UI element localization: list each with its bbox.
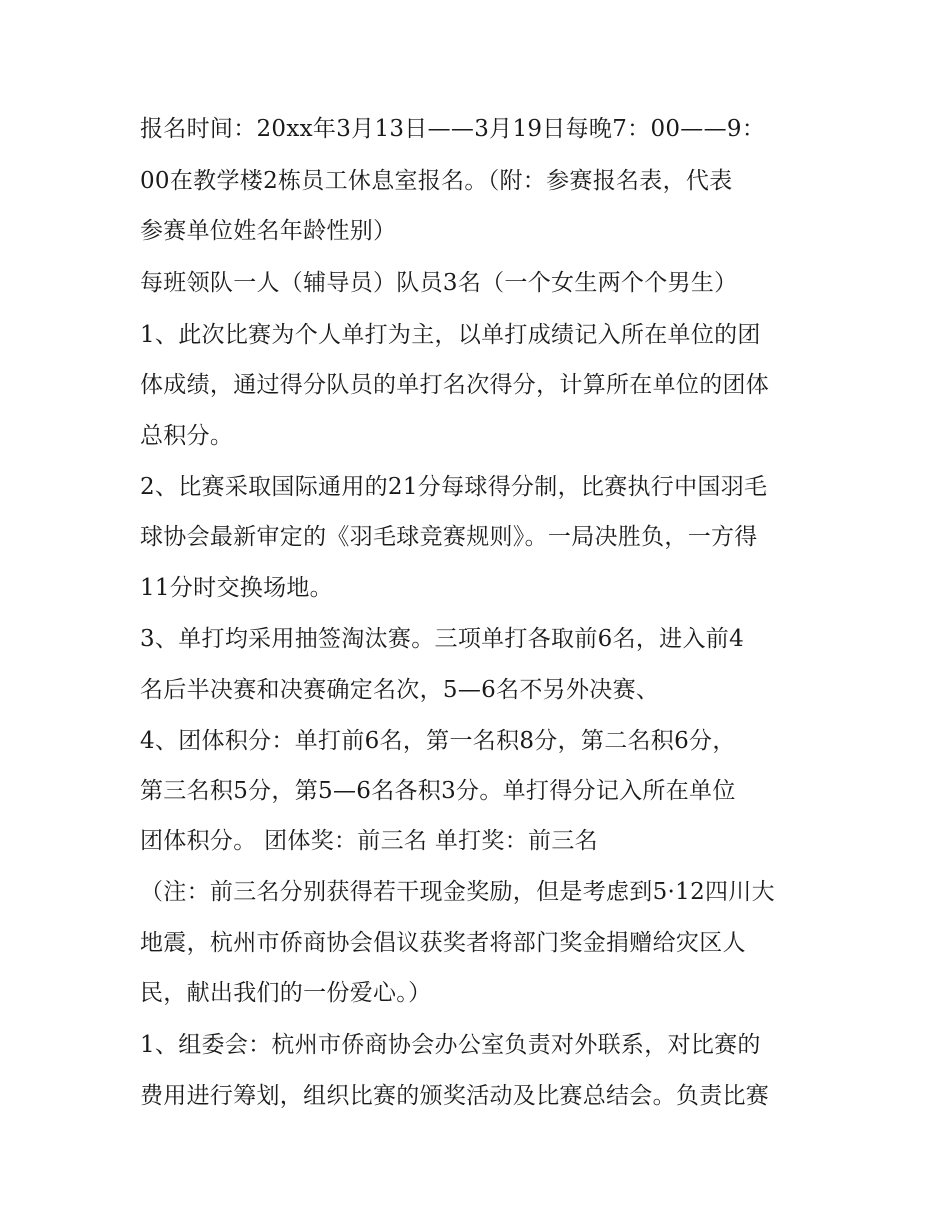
text-line: 参赛单位姓名年龄性别） xyxy=(140,218,397,244)
text-line: 2、比赛采取国际通用的21分每球得分制，比赛执行中国羽毛 xyxy=(140,474,768,500)
text-line: 报名时间：20xx年3月13日——3月19日每晚7：00——9： xyxy=(140,116,766,142)
text-line: 第三名积5分，第5—6名各积3分。单打得分记入所在单位 xyxy=(140,778,736,804)
text-line: 费用进行筹划，组织比赛的颁奖活动及比赛总结会。负责比赛 xyxy=(140,1083,770,1109)
text-line: 1、此次比赛为个人单打为主，以单打成绩记入所在单位的团 xyxy=(140,322,761,348)
text-line: 4、团体积分：单打前6名，第一名积8分，第二名积6分， xyxy=(140,728,736,754)
text-line: 地震，杭州市侨商协会倡议获奖者将部门奖金捐赠给灾区人 xyxy=(140,930,746,956)
text-line: 体成绩，通过得分队员的单打名次得分，计算所在单位的团体 xyxy=(140,372,770,398)
text-line: 名后半决赛和决赛确定名次，5—6名不另外决赛、 xyxy=(140,677,660,703)
text-line: 团体积分。 团体奖：前三名 单打奖：前三名 xyxy=(140,828,598,854)
text-line: 00在教学楼2栋员工休息室报名。（附：参赛报名表，代表 xyxy=(140,168,733,194)
text-line: 总积分。 xyxy=(140,423,234,449)
text-line: 民，献出我们的一份爱心。） xyxy=(140,980,432,1006)
text-line: 1、组委会：杭州市侨商协会办公室负责对外联系，对比赛的 xyxy=(140,1032,761,1058)
text-line: （注：前三名分别获得若干现金奖励，但是考虑到5·12四川大 xyxy=(140,879,775,905)
text-line: 每班领队一人（辅导员）队员3名（一个女生两个个男生） xyxy=(140,270,738,296)
text-line: 11分时交换场地。 xyxy=(140,575,333,601)
text-line: 球协会最新审定的《羽毛球竞赛规则》。一局决胜负，一方得 xyxy=(140,524,758,550)
text-line: 3、单打均采用抽签淘汰赛。三项单打各取前6名，进入前4 xyxy=(140,626,744,652)
